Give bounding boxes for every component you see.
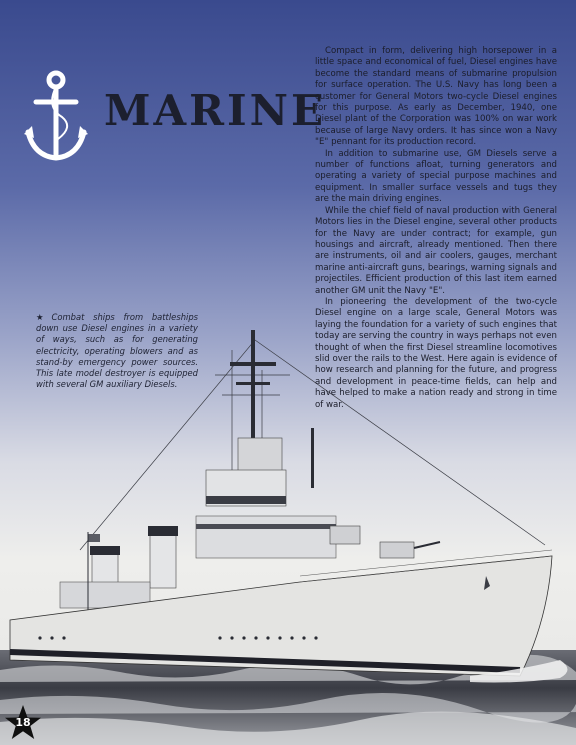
paragraph: In pioneering the development of the two-cycle Diesel engine on a large scale, General Motors was laying the foundation for a variety of such engines that today are serving the country in ways perhaps not even thought of when the first Diesel streamline locomotives slid over the rails to the West. Here again is evidence of how research and planning for the future, and progress and development in peace-time fields, can help and have helped to make a nation ready and strong in time of war. — [315, 296, 557, 410]
article-body — [315, 46, 557, 411]
hull — [10, 556, 552, 676]
page-number: 18 — [15, 716, 31, 729]
anchor-icon — [22, 68, 90, 168]
section-title: MARINE — [104, 86, 327, 135]
photo-caption — [36, 312, 198, 390]
paragraph: While the chief field of naval production with General Motors lies in the Diesel engine, several other products for the Navy are under contract; for example, gun housings and aircraft, already mentioned. Then there are instruments, oil and air coolers, gauges, merchant marine anti-aircraft guns, bearings, warning signals and projectiles. Efficient production of this last item earned another GM unit the Navy "E". — [315, 205, 557, 296]
caption-text: Combat ships from battleships down use Diesel engines in a variety of ways, such as for generating electricity, operating blowers and as stand-by emergency power sources. This late model destroyer is equipped with several GM auxiliary Diesels. — [36, 312, 199, 390]
paragraph: Compact in form, delivering high horsepower in a little space and economical of fuel, Diesel engines have become the standard means of submarine propulsion for surface operation. The U.S. Navy has long been a customer for General Motors two-cycle Diesel engines for this purpose. As early as December, 1940, one Diesel plant of the Corporation was 100% on war work because of large Navy orders. It has since won a Navy "E" pennant for its production record. — [315, 46, 557, 148]
paragraph: In addition to submarine use, GM Diesels serve a number of functions afloat, turning generators and operating a variety of special purpose machines and equipment. In smaller surface vessels and tugs they are the main driving engines. — [315, 148, 557, 205]
star-icon: ★ — [36, 312, 50, 322]
page-number-badge — [4, 704, 42, 742]
